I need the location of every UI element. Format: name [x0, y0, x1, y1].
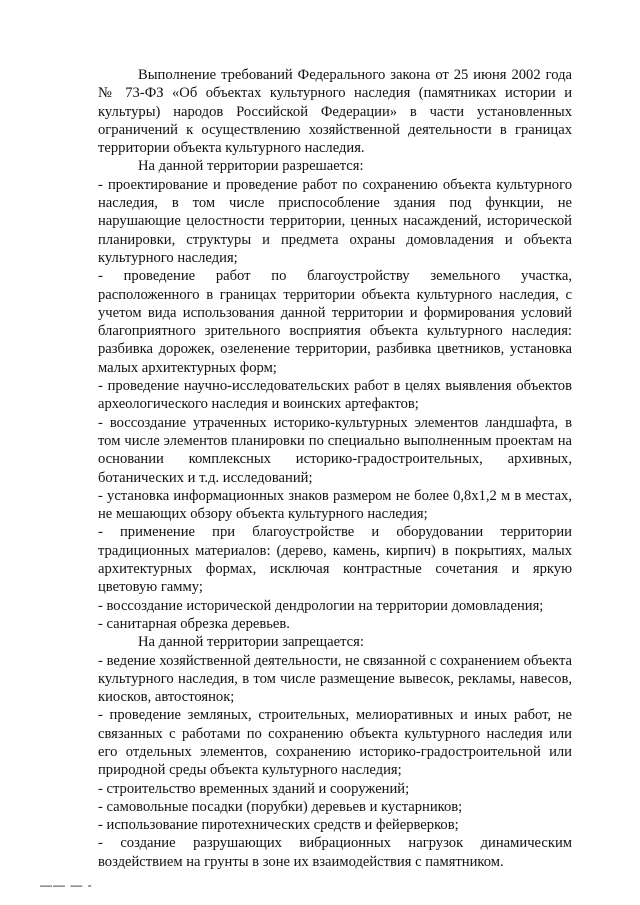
list-item: - использование пиротехнических средств и фейерверков; [98, 817, 459, 834]
list-item: - воссоздание утраченных историко-культурных элементов ландшафта, в том числе элементов планировки по специально выполненным проектам на основании комплексных историко-градостроительных, архивных, ботанических и т.д. исследований; [98, 414, 572, 486]
list-item: - проведение научно-исследовательских работ в целях выявления объектов археологического наследия и воинских артефактов; [98, 378, 572, 413]
list-item: - применение при благоустройстве и оборудовании территории традиционных материалов: (дерево, камень, кирпич) в покрытиях, малых архитектурных формах, исключая контрастные сочетания и яркую цветовую гамму; [98, 524, 572, 596]
list-item: - установка информационных знаков размером не более 0,8х1,2 м в местах, не мешающих обзору объекта культурного наследия; [98, 487, 572, 523]
prohibited-list [98, 652, 572, 872]
list-item: - создание разрушающих вибрационных нагрузок динамическим воздействием на грунты в зоне их взаимодействия с памятником. [98, 835, 572, 870]
prohibited-heading: На данной территории запрещается: [138, 634, 364, 651]
list-item: - ведение хозяйственной деятельности, не связанной с сохранением объекта культурного наследия, в том числе размещение вывесок, рекламы, навесов, киосков, автостоянок; [98, 652, 572, 706]
list-item: - строительство временных зданий и сооружений; [98, 780, 410, 797]
list-item: - санитарная обрезка деревьев. [98, 615, 290, 632]
footer-marks: —— — - [40, 878, 93, 892]
list-item: - самовольные посадки (порубки) деревьев и кустарников; [98, 798, 463, 815]
allowed-list [98, 176, 572, 633]
list-item: - проведение работ по благоустройству земельного участка, расположенного в границах территории объекта культурного наследия, с учетом вида использования данной территории и формирования условий благоприятного зрительного восприятия объекта культурного наследия: разбивка дорожек, озеленение территории, разбивка цветников, установка малых архитектурных форм; [98, 268, 572, 376]
document-body [98, 66, 572, 871]
list-item: - проведение земляных, строительных, мелиоративных и иных работ, не связанных с работами по сохранению объекта культурного наследия или его отдельных элементов, сохранению историко-градостроительной или природной среды объекта культурного наследия; [98, 707, 572, 779]
list-item: - проектирование и проведение работ по сохранению объекта культурного наследия, в том числе приспособление здания под функции, не нарушающие целостности территории, ценных насаждений, исторической планировки, структуры и предмета охраны домовладения и объекта культурного наследия; [98, 176, 572, 266]
intro-paragraph: Выполнение требований Федерального закона от 25 июня 2002 года № 73-ФЗ «Об объектах культурного наследия (памятниках истории и культуры) народов Российской Федерации» в части установленных ограничений к осуществлению хозяйственной деятельности в границах территории объекта культурного наследия. [98, 67, 572, 157]
list-item: - воссоздание исторической дендрологии на территории домовладения; [98, 597, 544, 614]
allowed-heading: На данной территории разрешается: [138, 158, 364, 175]
